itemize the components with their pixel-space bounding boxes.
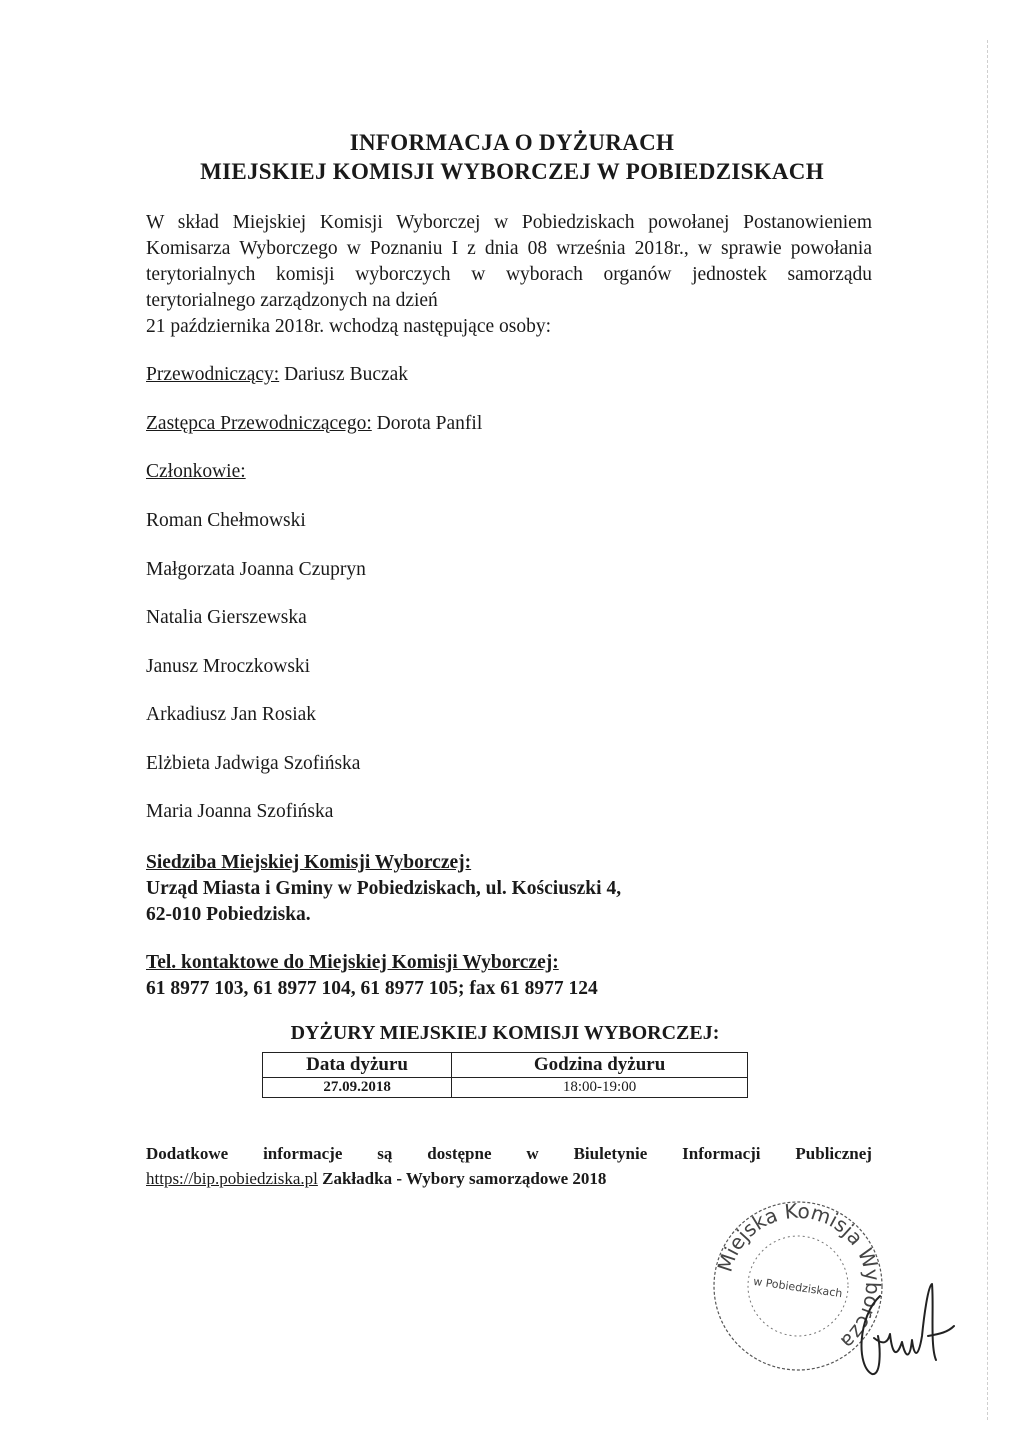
table-row — [263, 1078, 748, 1098]
seat-address-line-2: 62-010 Pobiedziska. — [146, 904, 311, 925]
title-line-1: INFORMACJA O DYŻURACH — [349, 130, 675, 155]
chair-label: Przewodniczący: — [146, 364, 280, 385]
duty-date-cell: 27.09.2018 — [263, 1078, 452, 1098]
duty-date-header: Data dyżuru — [263, 1053, 452, 1078]
seat-block — [146, 850, 621, 928]
intro-paragraph — [146, 210, 872, 340]
footer-tab-text: Zakładka - Wybory samorządowe 2018 — [322, 1169, 607, 1188]
contact-block — [146, 950, 598, 1002]
footer-word: Informacji — [682, 1144, 761, 1163]
seat-address-line-1: Urząd Miasta i Gminy w Pobiedziskach, ul. Kościuszki 4, — [146, 878, 622, 899]
bip-link[interactable]: https://bip.pobiedziska.pl — [146, 1169, 318, 1188]
footer-word: w — [526, 1144, 539, 1163]
stamp-center-text: w Pobiedziskach — [752, 1274, 844, 1301]
stamp-ring-text: Miejska Komisja Wyborcza — [712, 1198, 886, 1355]
footer-info-line — [146, 1144, 872, 1164]
footer-word: informacje — [263, 1144, 343, 1163]
member-name: Elżbieta Jadwiga Szofińska — [146, 753, 361, 774]
footer-link-line — [146, 1169, 606, 1189]
chair-name: Dariusz Buczak — [284, 364, 409, 385]
member-name: Natalia Gierszewska — [146, 607, 307, 628]
intro-text: W skład Miejskiej Komisji Wyborczej w Pobiedziskach powołanej Postanowieniem Komisarza Wyborczego w Poznaniu I z dnia 08 września 2018r., w sprawie powołania terytorialnych komisji wyborczych w wyborach organów jednostek samorządu terytorialnego zarządzonych na dzień — [146, 212, 872, 311]
contact-phones: 61 8977 103, 61 8977 104, 61 8977 105; fax 61 8977 124 — [146, 978, 598, 999]
chair-row — [146, 364, 408, 386]
members-label: Członkowie: — [146, 461, 246, 482]
page-edge-line — [987, 40, 988, 1420]
member-name: Roman Chełmowski — [146, 510, 306, 531]
duty-table-header — [263, 1053, 748, 1078]
duty-table — [262, 1052, 748, 1098]
duty-title: DYŻURY MIEJSKIEJ KOMISJI WYBORCZEJ: — [290, 1022, 720, 1044]
footer-word: Biuletynie — [573, 1144, 648, 1163]
duty-time-header: Godzina dyżuru — [452, 1053, 748, 1078]
deputy-row — [146, 413, 482, 435]
member-name: Janusz Mroczkowski — [146, 656, 311, 677]
contact-label: Tel. kontaktowe do Miejskiej Komisji Wyborczej: — [146, 952, 559, 973]
footer-word: dostępne — [427, 1144, 492, 1163]
footer-word: Publicznej — [795, 1144, 872, 1163]
member-name: Arkadiusz Jan Rosiak — [146, 704, 317, 725]
footer-word: są — [377, 1144, 393, 1163]
signature — [850, 1276, 970, 1386]
duty-time-cell: 18:00-19:00 — [452, 1078, 748, 1098]
deputy-name: Dorota Panfil — [376, 413, 483, 434]
deputy-label: Zastępca Przewodniczącego: — [146, 413, 372, 434]
intro-text-last-line: 21 października 2018r. wchodzą następujące osoby: — [146, 316, 552, 337]
footer-word: Dodatkowe — [146, 1144, 229, 1163]
member-name: Małgorzata Joanna Czupryn — [146, 559, 366, 580]
title-line-2: MIEJSKIEJ KOMISJI WYBORCZEJ W POBIEDZISKACH — [200, 159, 824, 184]
member-name: Maria Joanna Szofińska — [146, 801, 334, 822]
seat-label: Siedziba Miejskiej Komisji Wyborczej: — [146, 852, 472, 873]
